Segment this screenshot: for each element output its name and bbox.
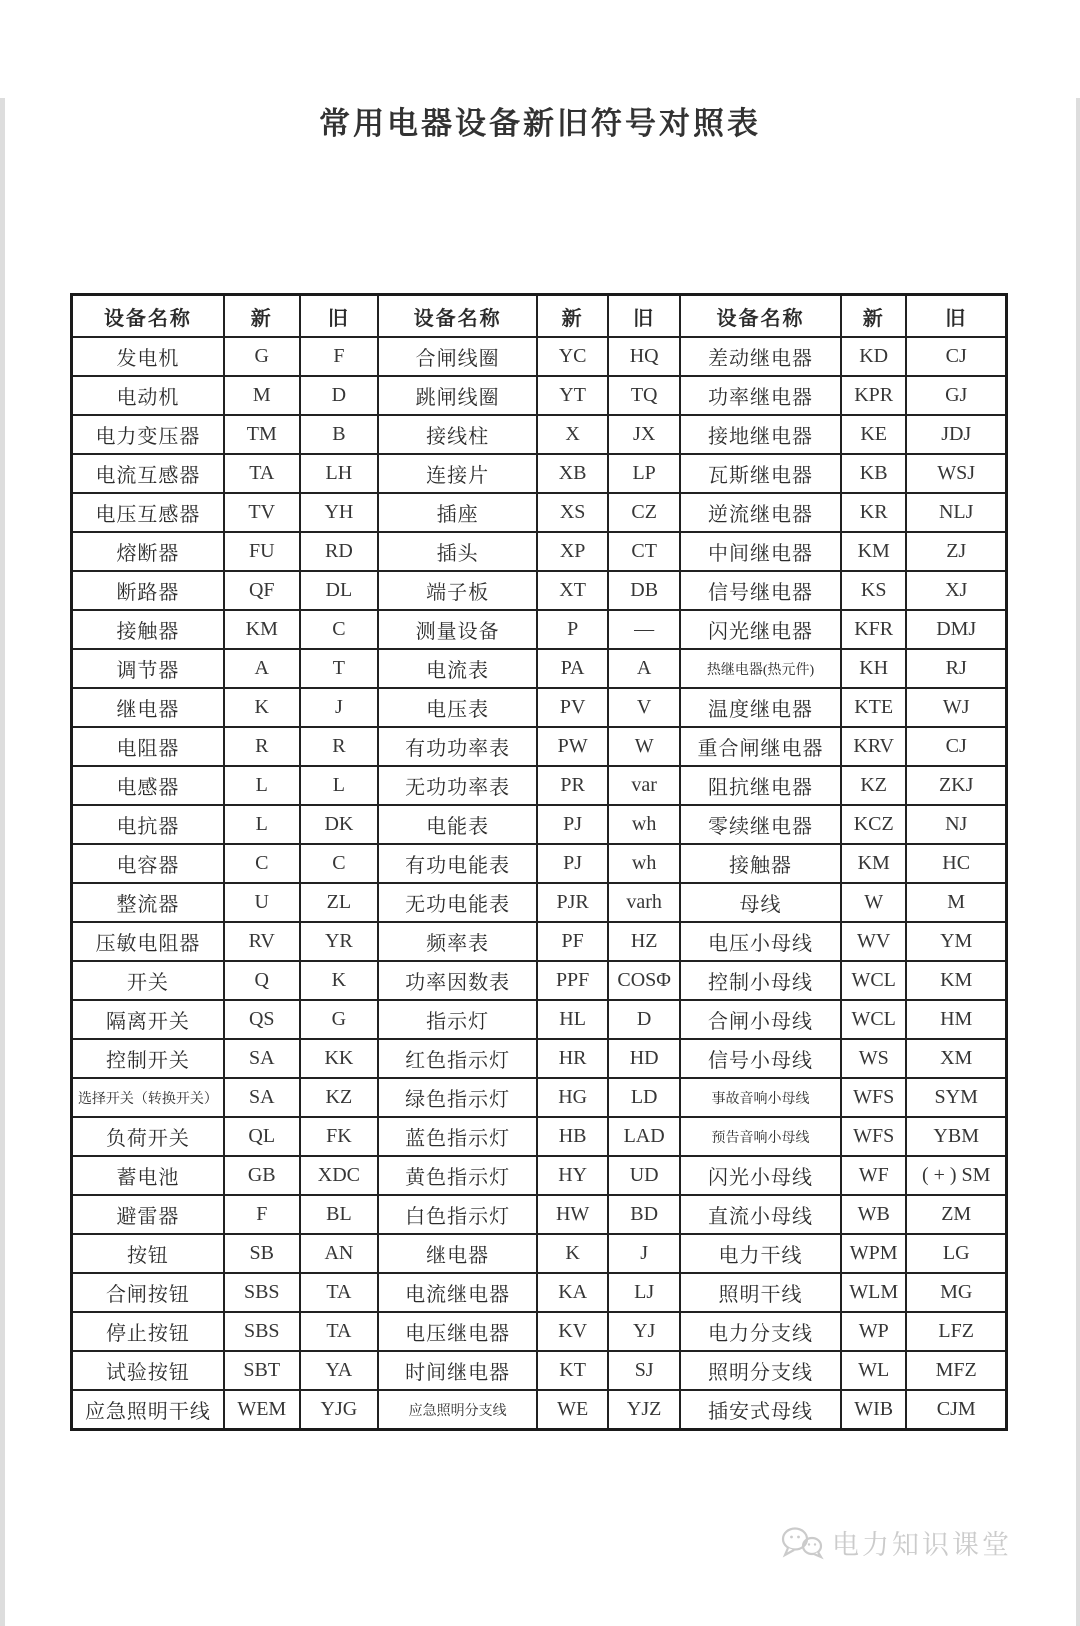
new-symbol-cell: PF (537, 922, 608, 961)
new-symbol-cell: SBS (224, 1312, 300, 1351)
device-name-cell: 闪光继电器 (680, 610, 841, 649)
table-row (72, 1195, 1007, 1234)
header-old-symbol: 旧 (906, 295, 1006, 338)
header-old-symbol: 旧 (300, 295, 379, 338)
old-symbol-cell: wh (608, 805, 680, 844)
old-symbol-cell: CJ (906, 337, 1006, 376)
device-name-cell: 有功电能表 (378, 844, 537, 883)
new-symbol-cell: YC (537, 337, 608, 376)
new-symbol-cell: K (224, 688, 300, 727)
old-symbol-cell: WSJ (906, 454, 1006, 493)
new-symbol-cell: QL (224, 1117, 300, 1156)
new-symbol-cell: KPR (841, 376, 906, 415)
old-symbol-cell: SYM (906, 1078, 1006, 1117)
device-name-cell: 接触器 (72, 610, 224, 649)
old-symbol-cell: YM (906, 922, 1006, 961)
old-symbol-cell: LP (608, 454, 680, 493)
new-symbol-cell: L (224, 805, 300, 844)
new-symbol-cell: KFR (841, 610, 906, 649)
old-symbol-cell: LFZ (906, 1312, 1006, 1351)
old-symbol-cell: CT (608, 532, 680, 571)
table-row (72, 532, 1007, 571)
new-symbol-cell: KM (224, 610, 300, 649)
table-row (72, 883, 1007, 922)
old-symbol-cell: L (300, 766, 379, 805)
page-edge-left (0, 98, 5, 1626)
old-symbol-cell: GJ (906, 376, 1006, 415)
new-symbol-cell: HR (537, 1039, 608, 1078)
device-name-cell: 频率表 (378, 922, 537, 961)
new-symbol-cell: KB (841, 454, 906, 493)
device-name-cell: 接触器 (680, 844, 841, 883)
device-name-cell: 隔离开关 (72, 1000, 224, 1039)
old-symbol-cell: wh (608, 844, 680, 883)
device-name-cell: 继电器 (72, 688, 224, 727)
old-symbol-cell: JDJ (906, 415, 1006, 454)
new-symbol-cell: PA (537, 649, 608, 688)
device-name-cell: 电能表 (378, 805, 537, 844)
table-row (72, 961, 1007, 1000)
old-symbol-cell: YR (300, 922, 379, 961)
old-symbol-cell: DL (300, 571, 379, 610)
old-symbol-cell: C (300, 844, 379, 883)
old-symbol-cell: CZ (608, 493, 680, 532)
new-symbol-cell: PR (537, 766, 608, 805)
device-name-cell: 插头 (378, 532, 537, 571)
device-name-cell: 电容器 (72, 844, 224, 883)
device-name-cell: 开关 (72, 961, 224, 1000)
new-symbol-cell: PJ (537, 844, 608, 883)
old-symbol-cell: LD (608, 1078, 680, 1117)
device-name-cell: 控制小母线 (680, 961, 841, 1000)
old-symbol-cell: HD (608, 1039, 680, 1078)
device-name-cell: 合闸按钮 (72, 1273, 224, 1312)
table-body (72, 337, 1007, 1430)
new-symbol-cell: XB (537, 454, 608, 493)
old-symbol-cell: DB (608, 571, 680, 610)
old-symbol-cell: BL (300, 1195, 379, 1234)
old-symbol-cell: CJ (906, 727, 1006, 766)
old-symbol-cell: FK (300, 1117, 379, 1156)
new-symbol-cell: KV (537, 1312, 608, 1351)
device-name-cell: 母线 (680, 883, 841, 922)
header-new-symbol: 新 (841, 295, 906, 338)
new-symbol-cell: SA (224, 1039, 300, 1078)
device-name-cell: 照明分支线 (680, 1351, 841, 1390)
table-row (72, 1390, 1007, 1430)
old-symbol-cell: D (300, 376, 379, 415)
new-symbol-cell: KTE (841, 688, 906, 727)
old-symbol-cell: RD (300, 532, 379, 571)
new-symbol-cell: C (224, 844, 300, 883)
new-symbol-cell: SBS (224, 1273, 300, 1312)
device-name-cell: 插安式母线 (680, 1390, 841, 1430)
new-symbol-cell: PJ (537, 805, 608, 844)
device-name-cell: 连接片 (378, 454, 537, 493)
header-old-symbol: 旧 (608, 295, 680, 338)
header-new-symbol: 新 (224, 295, 300, 338)
device-name-cell: 压敏电阻器 (72, 922, 224, 961)
new-symbol-cell: TV (224, 493, 300, 532)
device-name-cell: 接线柱 (378, 415, 537, 454)
new-symbol-cell: WCL (841, 961, 906, 1000)
table-row (72, 376, 1007, 415)
new-symbol-cell: K (537, 1234, 608, 1273)
new-symbol-cell: HW (537, 1195, 608, 1234)
old-symbol-cell: TA (300, 1312, 379, 1351)
old-symbol-cell: HQ (608, 337, 680, 376)
old-symbol-cell: LJ (608, 1273, 680, 1312)
old-symbol-cell: LG (906, 1234, 1006, 1273)
device-name-cell: 蓄电池 (72, 1156, 224, 1195)
device-name-cell: 无功功率表 (378, 766, 537, 805)
page-edge-right (1076, 98, 1080, 1626)
new-symbol-cell: XS (537, 493, 608, 532)
device-name-cell: 中间继电器 (680, 532, 841, 571)
table-row (72, 1234, 1007, 1273)
device-name-cell: 继电器 (378, 1234, 537, 1273)
new-symbol-cell: WIB (841, 1390, 906, 1430)
new-symbol-cell: F (224, 1195, 300, 1234)
device-name-cell: 调节器 (72, 649, 224, 688)
old-symbol-cell: W (608, 727, 680, 766)
old-symbol-cell: CJM (906, 1390, 1006, 1430)
new-symbol-cell: HB (537, 1117, 608, 1156)
new-symbol-cell: KZ (841, 766, 906, 805)
new-symbol-cell: YT (537, 376, 608, 415)
device-name-cell: 电流表 (378, 649, 537, 688)
new-symbol-cell: WPM (841, 1234, 906, 1273)
device-name-cell: 黄色指示灯 (378, 1156, 537, 1195)
device-name-cell: 照明干线 (680, 1273, 841, 1312)
table-row (72, 805, 1007, 844)
new-symbol-cell: QS (224, 1000, 300, 1039)
new-symbol-cell: P (537, 610, 608, 649)
new-symbol-cell: WF (841, 1156, 906, 1195)
new-symbol-cell: WEM (224, 1390, 300, 1430)
device-name-cell: 按钮 (72, 1234, 224, 1273)
new-symbol-cell: A (224, 649, 300, 688)
device-name-cell: 红色指示灯 (378, 1039, 537, 1078)
new-symbol-cell: WS (841, 1039, 906, 1078)
old-symbol-cell: NLJ (906, 493, 1006, 532)
device-name-cell: 停止按钮 (72, 1312, 224, 1351)
new-symbol-cell: R (224, 727, 300, 766)
new-symbol-cell: WFS (841, 1117, 906, 1156)
device-name-cell: 电流互感器 (72, 454, 224, 493)
new-symbol-cell: KE (841, 415, 906, 454)
new-symbol-cell: SA (224, 1078, 300, 1117)
device-name-cell: 无功电能表 (378, 883, 537, 922)
old-symbol-cell: M (906, 883, 1006, 922)
old-symbol-cell: var (608, 766, 680, 805)
device-name-cell: 绿色指示灯 (378, 1078, 537, 1117)
device-name-cell: 信号继电器 (680, 571, 841, 610)
new-symbol-cell: WV (841, 922, 906, 961)
device-name-cell: 避雷器 (72, 1195, 224, 1234)
old-symbol-cell: — (608, 610, 680, 649)
new-symbol-cell: U (224, 883, 300, 922)
table-row (72, 766, 1007, 805)
new-symbol-cell: KR (841, 493, 906, 532)
device-name-cell: 功率继电器 (680, 376, 841, 415)
new-symbol-cell: KD (841, 337, 906, 376)
new-symbol-cell: HG (537, 1078, 608, 1117)
old-symbol-cell: YBM (906, 1117, 1006, 1156)
device-name-cell: 合闸线圈 (378, 337, 537, 376)
new-symbol-cell: SB (224, 1234, 300, 1273)
old-symbol-cell: AN (300, 1234, 379, 1273)
table-row (72, 1039, 1007, 1078)
device-name-cell: 信号小母线 (680, 1039, 841, 1078)
new-symbol-cell: W (841, 883, 906, 922)
device-name-cell: 电阻器 (72, 727, 224, 766)
new-symbol-cell: WE (537, 1390, 608, 1430)
header-device-name: 设备名称 (72, 295, 224, 338)
old-symbol-cell: ZL (300, 883, 379, 922)
old-symbol-cell: ( + ) SM (906, 1156, 1006, 1195)
table-row (72, 337, 1007, 376)
device-name-cell: 电力干线 (680, 1234, 841, 1273)
new-symbol-cell: PPF (537, 961, 608, 1000)
old-symbol-cell: KM (906, 961, 1006, 1000)
old-symbol-cell: WJ (906, 688, 1006, 727)
old-symbol-cell: YJ (608, 1312, 680, 1351)
table-row (72, 454, 1007, 493)
old-symbol-cell: G (300, 1000, 379, 1039)
old-symbol-cell: XJ (906, 571, 1006, 610)
old-symbol-cell: ZM (906, 1195, 1006, 1234)
new-symbol-cell: KH (841, 649, 906, 688)
new-symbol-cell: PV (537, 688, 608, 727)
old-symbol-cell: C (300, 610, 379, 649)
table-row (72, 727, 1007, 766)
old-symbol-cell: HZ (608, 922, 680, 961)
new-symbol-cell: X (537, 415, 608, 454)
table-row (72, 1273, 1007, 1312)
table-row (72, 610, 1007, 649)
old-symbol-cell: TA (300, 1273, 379, 1312)
device-name-cell: 指示灯 (378, 1000, 537, 1039)
old-symbol-cell: DMJ (906, 610, 1006, 649)
new-symbol-cell: GB (224, 1156, 300, 1195)
comparison-table (70, 293, 1008, 1431)
device-name-cell: 选择开关（转换开关） (72, 1078, 224, 1117)
new-symbol-cell: L (224, 766, 300, 805)
new-symbol-cell: KA (537, 1273, 608, 1312)
device-name-cell: 时间继电器 (378, 1351, 537, 1390)
device-name-cell: 零续继电器 (680, 805, 841, 844)
old-symbol-cell: A (608, 649, 680, 688)
device-name-cell: 白色指示灯 (378, 1195, 537, 1234)
old-symbol-cell: JX (608, 415, 680, 454)
old-symbol-cell: J (300, 688, 379, 727)
device-name-cell: 预告音响小母线 (680, 1117, 841, 1156)
device-name-cell: 直流小母线 (680, 1195, 841, 1234)
device-name-cell: 测量设备 (378, 610, 537, 649)
new-symbol-cell: TA (224, 454, 300, 493)
table-row (72, 415, 1007, 454)
new-symbol-cell: WP (841, 1312, 906, 1351)
device-name-cell: 温度继电器 (680, 688, 841, 727)
old-symbol-cell: MFZ (906, 1351, 1006, 1390)
table-row (72, 1117, 1007, 1156)
table-header-row (72, 295, 1007, 338)
new-symbol-cell: HY (537, 1156, 608, 1195)
device-name-cell: 端子板 (378, 571, 537, 610)
new-symbol-cell: WL (841, 1351, 906, 1390)
device-name-cell: 逆流继电器 (680, 493, 841, 532)
device-name-cell: 电力分支线 (680, 1312, 841, 1351)
device-name-cell: 电压继电器 (378, 1312, 537, 1351)
new-symbol-cell: QF (224, 571, 300, 610)
device-name-cell: 有功功率表 (378, 727, 537, 766)
table-row (72, 688, 1007, 727)
new-symbol-cell: RV (224, 922, 300, 961)
old-symbol-cell: KZ (300, 1078, 379, 1117)
device-name-cell: 接地继电器 (680, 415, 841, 454)
new-symbol-cell: M (224, 376, 300, 415)
new-symbol-cell: XP (537, 532, 608, 571)
table-row (72, 649, 1007, 688)
device-name-cell: 事故音响小母线 (680, 1078, 841, 1117)
device-name-cell: 断路器 (72, 571, 224, 610)
new-symbol-cell: KM (841, 532, 906, 571)
old-symbol-cell: R (300, 727, 379, 766)
old-symbol-cell: MG (906, 1273, 1006, 1312)
old-symbol-cell: HM (906, 1000, 1006, 1039)
device-name-cell: 发电机 (72, 337, 224, 376)
device-name-cell: 阻抗继电器 (680, 766, 841, 805)
old-symbol-cell: LH (300, 454, 379, 493)
table-row (72, 493, 1007, 532)
device-name-cell: 重合闸继电器 (680, 727, 841, 766)
new-symbol-cell: WB (841, 1195, 906, 1234)
device-name-cell: 电压表 (378, 688, 537, 727)
new-symbol-cell: WFS (841, 1078, 906, 1117)
old-symbol-cell: HC (906, 844, 1006, 883)
device-name-cell: 功率因数表 (378, 961, 537, 1000)
new-symbol-cell: WCL (841, 1000, 906, 1039)
device-name-cell: 电动机 (72, 376, 224, 415)
device-name-cell: 熔断器 (72, 532, 224, 571)
device-name-cell: 蓝色指示灯 (378, 1117, 537, 1156)
new-symbol-cell: XT (537, 571, 608, 610)
device-name-cell: 试验按钮 (72, 1351, 224, 1390)
old-symbol-cell: K (300, 961, 379, 1000)
new-symbol-cell: SBT (224, 1351, 300, 1390)
new-symbol-cell: WLM (841, 1273, 906, 1312)
new-symbol-cell: FU (224, 532, 300, 571)
device-name-cell: 电流继电器 (378, 1273, 537, 1312)
device-name-cell: 差动继电器 (680, 337, 841, 376)
new-symbol-cell: HL (537, 1000, 608, 1039)
new-symbol-cell: KM (841, 844, 906, 883)
device-name-cell: 电压互感器 (72, 493, 224, 532)
table-row (72, 1351, 1007, 1390)
device-name-cell: 整流器 (72, 883, 224, 922)
table-row (72, 922, 1007, 961)
new-symbol-cell: PJR (537, 883, 608, 922)
old-symbol-cell: NJ (906, 805, 1006, 844)
old-symbol-cell: YH (300, 493, 379, 532)
device-name-cell: 电压小母线 (680, 922, 841, 961)
device-name-cell: 电感器 (72, 766, 224, 805)
old-symbol-cell: XDC (300, 1156, 379, 1195)
old-symbol-cell: F (300, 337, 379, 376)
device-name-cell: 应急照明分支线 (378, 1390, 537, 1430)
old-symbol-cell: YJG (300, 1390, 379, 1430)
header-new-symbol: 新 (537, 295, 608, 338)
old-symbol-cell: varh (608, 883, 680, 922)
table-row (72, 1000, 1007, 1039)
old-symbol-cell: TQ (608, 376, 680, 415)
new-symbol-cell: TM (224, 415, 300, 454)
new-symbol-cell: KCZ (841, 805, 906, 844)
page-title: 常用电器设备新旧符号对照表 (319, 106, 761, 141)
device-name-cell: 电力变压器 (72, 415, 224, 454)
header-device-name: 设备名称 (680, 295, 841, 338)
watermark-text: 电力知识课堂 (832, 1530, 1012, 1560)
table-row (72, 1156, 1007, 1195)
old-symbol-cell: T (300, 649, 379, 688)
old-symbol-cell: LAD (608, 1117, 680, 1156)
device-name-cell: 闪光小母线 (680, 1156, 841, 1195)
new-symbol-cell: KRV (841, 727, 906, 766)
old-symbol-cell: B (300, 415, 379, 454)
device-name-cell: 热继电器(热元件) (680, 649, 841, 688)
old-symbol-cell: KK (300, 1039, 379, 1078)
old-symbol-cell: XM (906, 1039, 1006, 1078)
new-symbol-cell: G (224, 337, 300, 376)
new-symbol-cell: PW (537, 727, 608, 766)
table-row (72, 1312, 1007, 1351)
old-symbol-cell: D (608, 1000, 680, 1039)
old-symbol-cell: YA (300, 1351, 379, 1390)
device-name-cell: 瓦斯继电器 (680, 454, 841, 493)
table-row (72, 571, 1007, 610)
header-device-name: 设备名称 (378, 295, 537, 338)
table-row (72, 844, 1007, 883)
old-symbol-cell: J (608, 1234, 680, 1273)
old-symbol-cell: V (608, 688, 680, 727)
device-name-cell: 插座 (378, 493, 537, 532)
new-symbol-cell: KS (841, 571, 906, 610)
old-symbol-cell: ZKJ (906, 766, 1006, 805)
old-symbol-cell: YJZ (608, 1390, 680, 1430)
device-name-cell: 合闸小母线 (680, 1000, 841, 1039)
old-symbol-cell: ZJ (906, 532, 1006, 571)
old-symbol-cell: UD (608, 1156, 680, 1195)
new-symbol-cell: Q (224, 961, 300, 1000)
device-name-cell: 跳闸线圈 (378, 376, 537, 415)
device-name-cell: 控制开关 (72, 1039, 224, 1078)
device-name-cell: 应急照明干线 (72, 1390, 224, 1430)
old-symbol-cell: COSΦ (608, 961, 680, 1000)
old-symbol-cell: DK (300, 805, 379, 844)
new-symbol-cell: KT (537, 1351, 608, 1390)
wechat-icon (780, 1525, 824, 1561)
old-symbol-cell: RJ (906, 649, 1006, 688)
old-symbol-cell: BD (608, 1195, 680, 1234)
table-row (72, 1078, 1007, 1117)
device-name-cell: 负荷开关 (72, 1117, 224, 1156)
device-name-cell: 电抗器 (72, 805, 224, 844)
watermark (780, 1523, 1012, 1562)
old-symbol-cell: SJ (608, 1351, 680, 1390)
